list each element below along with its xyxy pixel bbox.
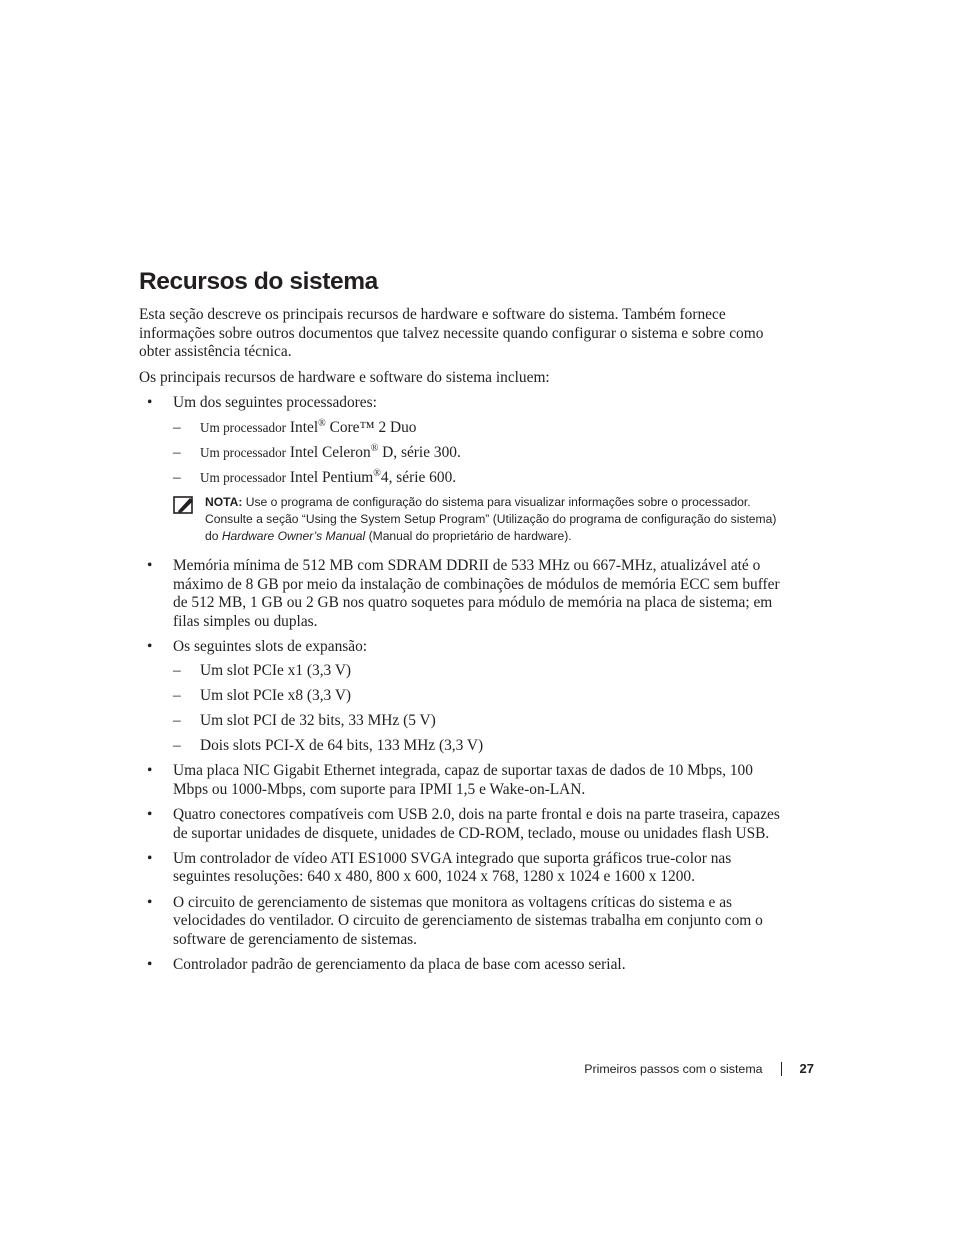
processor-prefix: Um processador [200, 444, 287, 460]
processor-name: Intel Celeron [289, 443, 371, 461]
page-footer [584, 1061, 814, 1076]
processor-list [173, 419, 789, 488]
slot-item [173, 712, 789, 731]
list-item-usb [139, 806, 789, 843]
footer-divider [781, 1062, 782, 1076]
footer-section-title: Primeiros passos com o sistema [584, 1061, 763, 1076]
bullet: • [147, 955, 153, 973]
list-item-processors [139, 394, 789, 545]
slot-list [173, 662, 789, 756]
list-item-bmc [139, 956, 789, 975]
processor-item [173, 444, 789, 463]
slot-text: Dois slots PCI-X de 64 bits, 133 MHz (3,3 V) [200, 737, 484, 755]
note-text-end: (Manual do proprietário de hardware). [368, 528, 572, 543]
bullet: • [147, 762, 153, 780]
processor-model: 4, série 600. [380, 468, 457, 486]
slot-item [173, 737, 789, 756]
bullet: • [147, 556, 153, 574]
slot-item [173, 687, 789, 706]
intro-paragraph: Esta seção descreve os principais recursos de hardware e software do sistema. Também fornece informações sobre outros documentos que talvez necessite quando configurar o sistema e sobre como obter assistência técnica. [139, 306, 764, 361]
bullet: • [147, 637, 153, 655]
note-box [173, 494, 789, 545]
manual-title: Hardware Owner’s Manual [221, 528, 366, 543]
list-item-video [139, 850, 789, 887]
pencil-note-icon [173, 496, 195, 514]
page-title: Recursos do sistema [139, 268, 378, 295]
bullet: • [147, 893, 153, 911]
slots-heading: Os seguintes slots de expansão: [173, 637, 368, 655]
note-text: Use o programa de configuração do sistema para visualizar informações sobre o processador. Consulte a seção “Using the System Setup Program” (Utilização do programa de configuração do sistema) do [205, 494, 777, 543]
processor-model: Core™ 2 Duo [325, 418, 417, 436]
processor-prefix: Um processador [200, 469, 287, 485]
dash: – [173, 468, 181, 486]
processors-heading: Um dos seguintes processadores: [173, 394, 377, 412]
bullet: • [147, 394, 153, 412]
feature-text: Um controlador de vídeo ATI ES1000 SVGA integrado que suporta gráficos true-color nas seguintes resoluções: 640 x 480, 800 x 600, 1024 x 768, 1280 x 1024 e 1600 x 1200. [173, 849, 732, 886]
processor-item [173, 469, 789, 488]
slot-text: Um slot PCI de 32 bits, 33 MHz (5 V) [200, 712, 436, 730]
slot-text: Um slot PCIe x8 (3,3 V) [200, 687, 352, 705]
list-item-memory [139, 557, 789, 631]
slot-item [173, 662, 789, 681]
intro-lead-paragraph: Os principais recursos de hardware e software do sistema incluem: [139, 368, 550, 386]
main-content [139, 306, 789, 981]
slot-text: Um slot PCIe x1 (3,3 V) [200, 662, 352, 680]
feature-text: Quatro conectores compatíveis com USB 2.0, dois na parte frontal e dois na parte traseira, capazes de suportar unidades de disquete, unidades de CD-ROM, teclado, mouse ou unidades flash USB. [173, 806, 780, 842]
note-label: NOTA: [205, 494, 243, 509]
processor-model: D, série 300. [378, 443, 461, 461]
dash: – [173, 737, 181, 755]
processor-prefix: Um processador [200, 419, 287, 435]
dash: – [173, 443, 181, 461]
registered-mark: ® [373, 467, 381, 479]
list-item-slots [139, 638, 789, 756]
list-item-systems-management [139, 894, 789, 950]
page-number: 27 [799, 1061, 814, 1076]
feature-text: Uma placa NIC Gigabit Ethernet integrada, capaz de suportar taxas de dados de 10 Mbps, 100 Mbps ou 1000-Mbps, com suporte para IPMI 1,5 e Wake-on-LAN. [173, 762, 753, 799]
feature-text: O circuito de gerenciamento de sistemas que monitora as voltagens críticas do sistema e as velocidades do ventilador. O circuito de gerenciamento de sistemas trabalha em conjunto com o software de gerenciamento de sistemas. [173, 893, 763, 948]
processor-name: Intel Pentium [289, 468, 374, 486]
bullet: • [147, 806, 153, 824]
registered-mark: ® [318, 417, 326, 429]
processor-item [173, 419, 789, 438]
dash: – [173, 418, 181, 436]
dash: – [173, 662, 181, 680]
registered-mark: ® [370, 442, 379, 454]
bullet: • [147, 849, 153, 867]
feature-text: Controlador padrão de gerenciamento da placa de base com acesso serial. [173, 955, 626, 973]
dash: – [173, 687, 181, 705]
dash: – [173, 712, 181, 730]
memory-text: Memória mínima de 512 MB com SDRAM DDRII de 533 MHz ou 667-MHz, atualizável até o máximo de 8 GB por meio da instalação de combinações de módulos de memória ECC sem buffer de 512 MB, 1 GB ou 2 GB nos quatro soquetes para módulo de memória na placa de sistema; em filas simples ou duplas. [173, 556, 780, 630]
list-item-nic [139, 762, 789, 799]
feature-list [139, 394, 789, 974]
processor-name: Intel [289, 418, 319, 436]
